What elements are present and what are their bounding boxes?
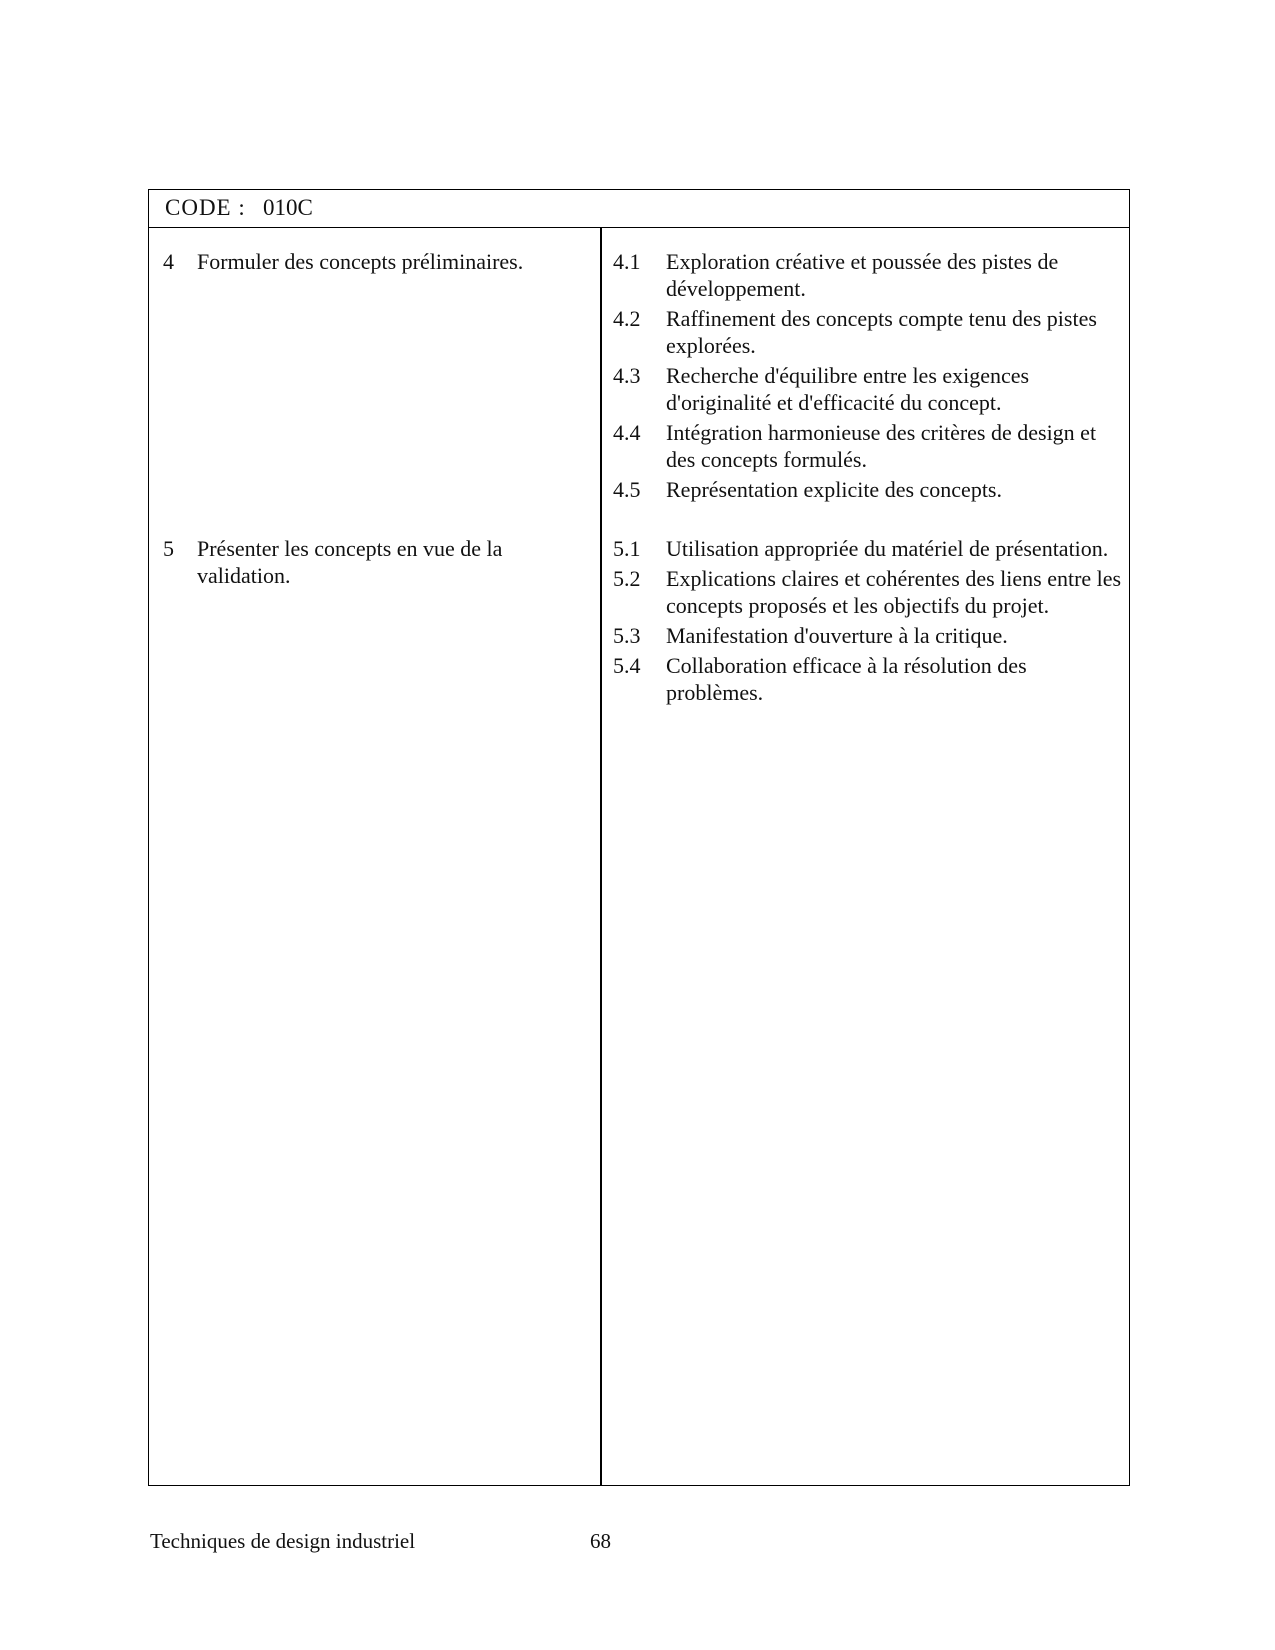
criterion-5-1 (613, 535, 1123, 562)
step-4 (163, 248, 583, 275)
criterion-4-2 (613, 305, 1123, 359)
criterion-text: Raffinement des concepts compte tenu des pistes explorées. (666, 306, 1097, 358)
footer-program-title: Techniques de design industriel (150, 1529, 416, 1553)
step-number: 5 (163, 536, 174, 561)
criterion-5-4 (613, 652, 1123, 706)
criterion-number: 5.1 (613, 536, 641, 561)
criterion-4-5 (613, 476, 1123, 503)
step-text: Formuler des concepts préliminaires. (197, 249, 524, 274)
criterion-number: 4.4 (613, 420, 641, 445)
step-5 (163, 535, 583, 589)
column-divider (600, 228, 602, 1485)
criterion-5-2 (613, 565, 1123, 619)
criterion-text: Recherche d'équilibre entre les exigences d'originalité et d'efficacité du concept. (666, 363, 1030, 415)
footer-page-number: 68 (590, 1529, 611, 1553)
criterion-text: Exploration créative et poussée des pistes de développement. (666, 249, 1059, 301)
criterion-number: 4.2 (613, 306, 641, 331)
criterion-number: 5.4 (613, 653, 641, 678)
step-text: Présenter les concepts en vue de la validation. (197, 536, 503, 588)
criteria-list-5 (613, 535, 1123, 709)
criterion-number: 4.3 (613, 363, 641, 388)
code-label: CODE : (165, 195, 246, 220)
criterion-4-4 (613, 419, 1123, 473)
code-header (149, 190, 1129, 228)
step-number: 4 (163, 249, 174, 274)
criterion-text: Explications claires et cohérentes des liens entre les concepts proposés et les objectifs du projet. (666, 566, 1122, 618)
criterion-number: 5.3 (613, 623, 641, 648)
criteria-list-4 (613, 248, 1123, 506)
criterion-text: Représentation explicite des concepts. (666, 477, 1002, 502)
criterion-4-1 (613, 248, 1123, 302)
criterion-4-3 (613, 362, 1123, 416)
criterion-number: 5.2 (613, 566, 641, 591)
criterion-text: Collaboration efficace à la résolution des problèmes. (666, 653, 1027, 705)
criterion-text: Utilisation appropriée du matériel de présentation. (666, 536, 1109, 561)
criterion-text: Manifestation d'ouverture à la critique. (666, 623, 1008, 648)
criterion-5-3 (613, 622, 1123, 649)
code-value: 010C (263, 195, 313, 220)
criterion-number: 4.5 (613, 477, 641, 502)
criterion-text: Intégration harmonieuse des critères de design et des concepts formulés. (666, 420, 1097, 472)
criterion-number: 4.1 (613, 249, 641, 274)
competency-table (148, 189, 1130, 1486)
